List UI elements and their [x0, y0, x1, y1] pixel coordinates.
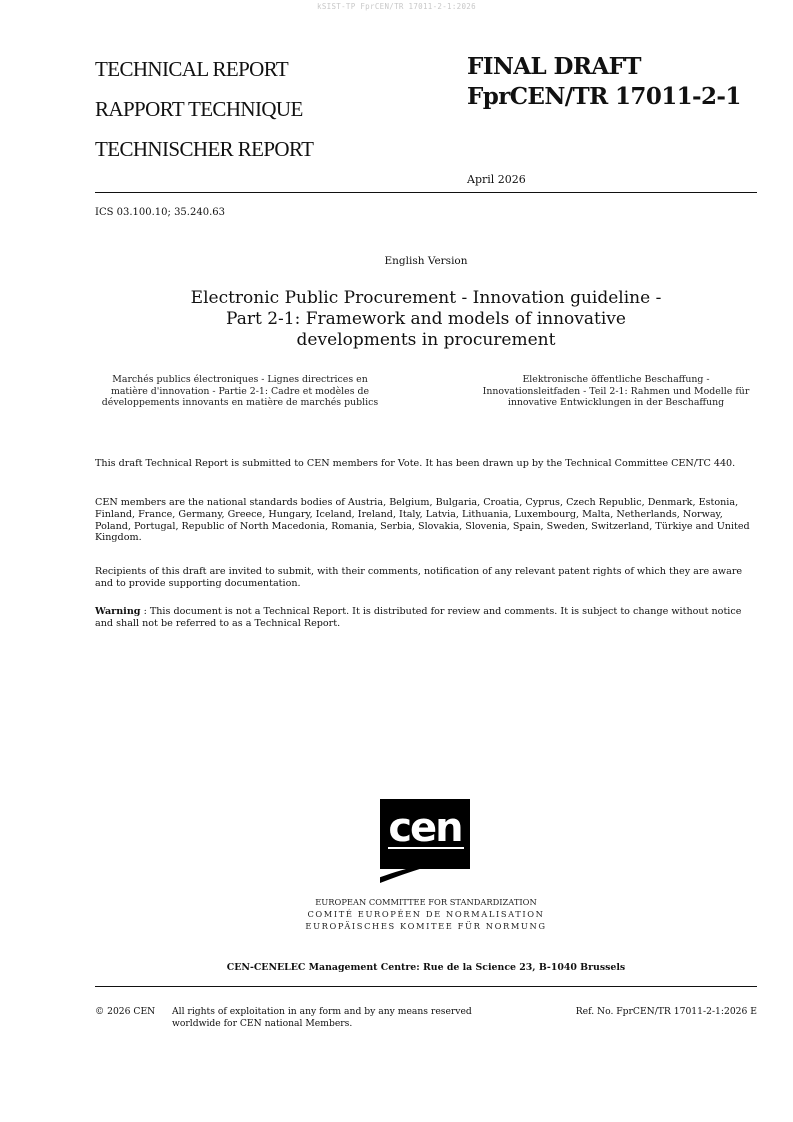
title-line: Electronic Public Procurement - Innovation guideline -	[190, 288, 662, 308]
title-line: Part 2-1: Framework and models of innovative	[226, 309, 626, 329]
recipients-paragraph: Recipients of this draft are invited to submit, with their comments, notification of any relevant patent rights of which they are aware and to provide supporting documentation.	[95, 566, 743, 589]
rights-line: worldwide for CEN national Members.	[172, 1017, 353, 1029]
warning-label: Warning	[95, 606, 141, 617]
warning-paragraph	[95, 606, 757, 630]
german-title: Elektronische öffentliche Beschaffung - Innovationsleitfaden - Teil 2-1: Rahmen und Modelle für innovative Entwicklungen in der Beschaffung	[482, 374, 750, 409]
report-type-german: TECHNISCHER REPORT	[95, 137, 314, 161]
management-centre-address: CEN-CENELEC Management Centre: Rue de la Science 23, B-1040 Brussels	[226, 962, 626, 973]
report-type-english: TECHNICAL REPORT	[95, 57, 289, 81]
warning-text: : This document is not a Technical Report. It is distributed for review and comments. It is subject to change without notice and shall not be referred to as a Technical Report.	[95, 606, 742, 629]
committee-names	[200, 896, 652, 932]
document-reference: FprCEN/TR 17011-2-1	[467, 83, 741, 110]
title-line: developments in procurement	[296, 330, 556, 350]
logo-text: cen	[388, 805, 462, 851]
document-title	[95, 288, 757, 351]
draft-status: FINAL DRAFT	[467, 53, 641, 80]
submission-paragraph: This draft Technical Report is submitted to CEN members for Vote. It has been drawn up by the Technical Committee CEN/TC 440.	[95, 458, 736, 469]
document-watermark: kSIST-TP FprCEN/TR 17011-2-1:2026	[317, 2, 476, 11]
ics-codes: ICS 03.100.10; 35.240.63	[95, 207, 225, 218]
committee-german: EUROPÄISCHES KOMITEE FÜR NORMUNG	[305, 921, 547, 931]
committee-english: EUROPEAN COMMITTEE FOR STANDARDIZATION	[315, 897, 537, 907]
language-version: English Version	[384, 255, 468, 267]
reference-number: Ref. No. FprCEN/TR 17011-2-1:2026 E	[575, 1006, 757, 1017]
cen-logo-icon	[380, 799, 470, 887]
rights-statement	[172, 1006, 472, 1029]
members-paragraph: CEN members are the national standards bodies of Austria, Belgium, Bulgaria, Croatia, Cyprus, Czech Republic, Denmark, Estonia, Finland, France, Germany, Greece, Hungary, Iceland, Ireland, Italy, Latvia, Lithuania, Luxembourg, Malta, Netherlands, Norway, Poland, Portugal, Republic of North Macedonia, Romania, Serbia, Slovakia, Slovenia, Spain, Sweden, Switzerland, Türkiye and United Kingdom.	[95, 497, 750, 544]
french-title: Marchés publics électroniques - Lignes directrices en matière d'innovation - Partie 2-1: Cadre et modèles de développements innovants en matière de marchés publics	[101, 374, 379, 409]
report-type-french: RAPPORT TECHNIQUE	[95, 97, 303, 121]
copyright-notice: © 2026 CEN	[95, 1006, 156, 1017]
rights-line: All rights of exploitation in any form and by any means reserved	[172, 1006, 472, 1017]
committee-french: COMITÉ EUROPÉEN DE NORMALISATION	[307, 909, 545, 919]
publication-date: April 2026	[467, 173, 526, 186]
footer-divider	[95, 986, 757, 987]
header-divider	[95, 192, 757, 193]
